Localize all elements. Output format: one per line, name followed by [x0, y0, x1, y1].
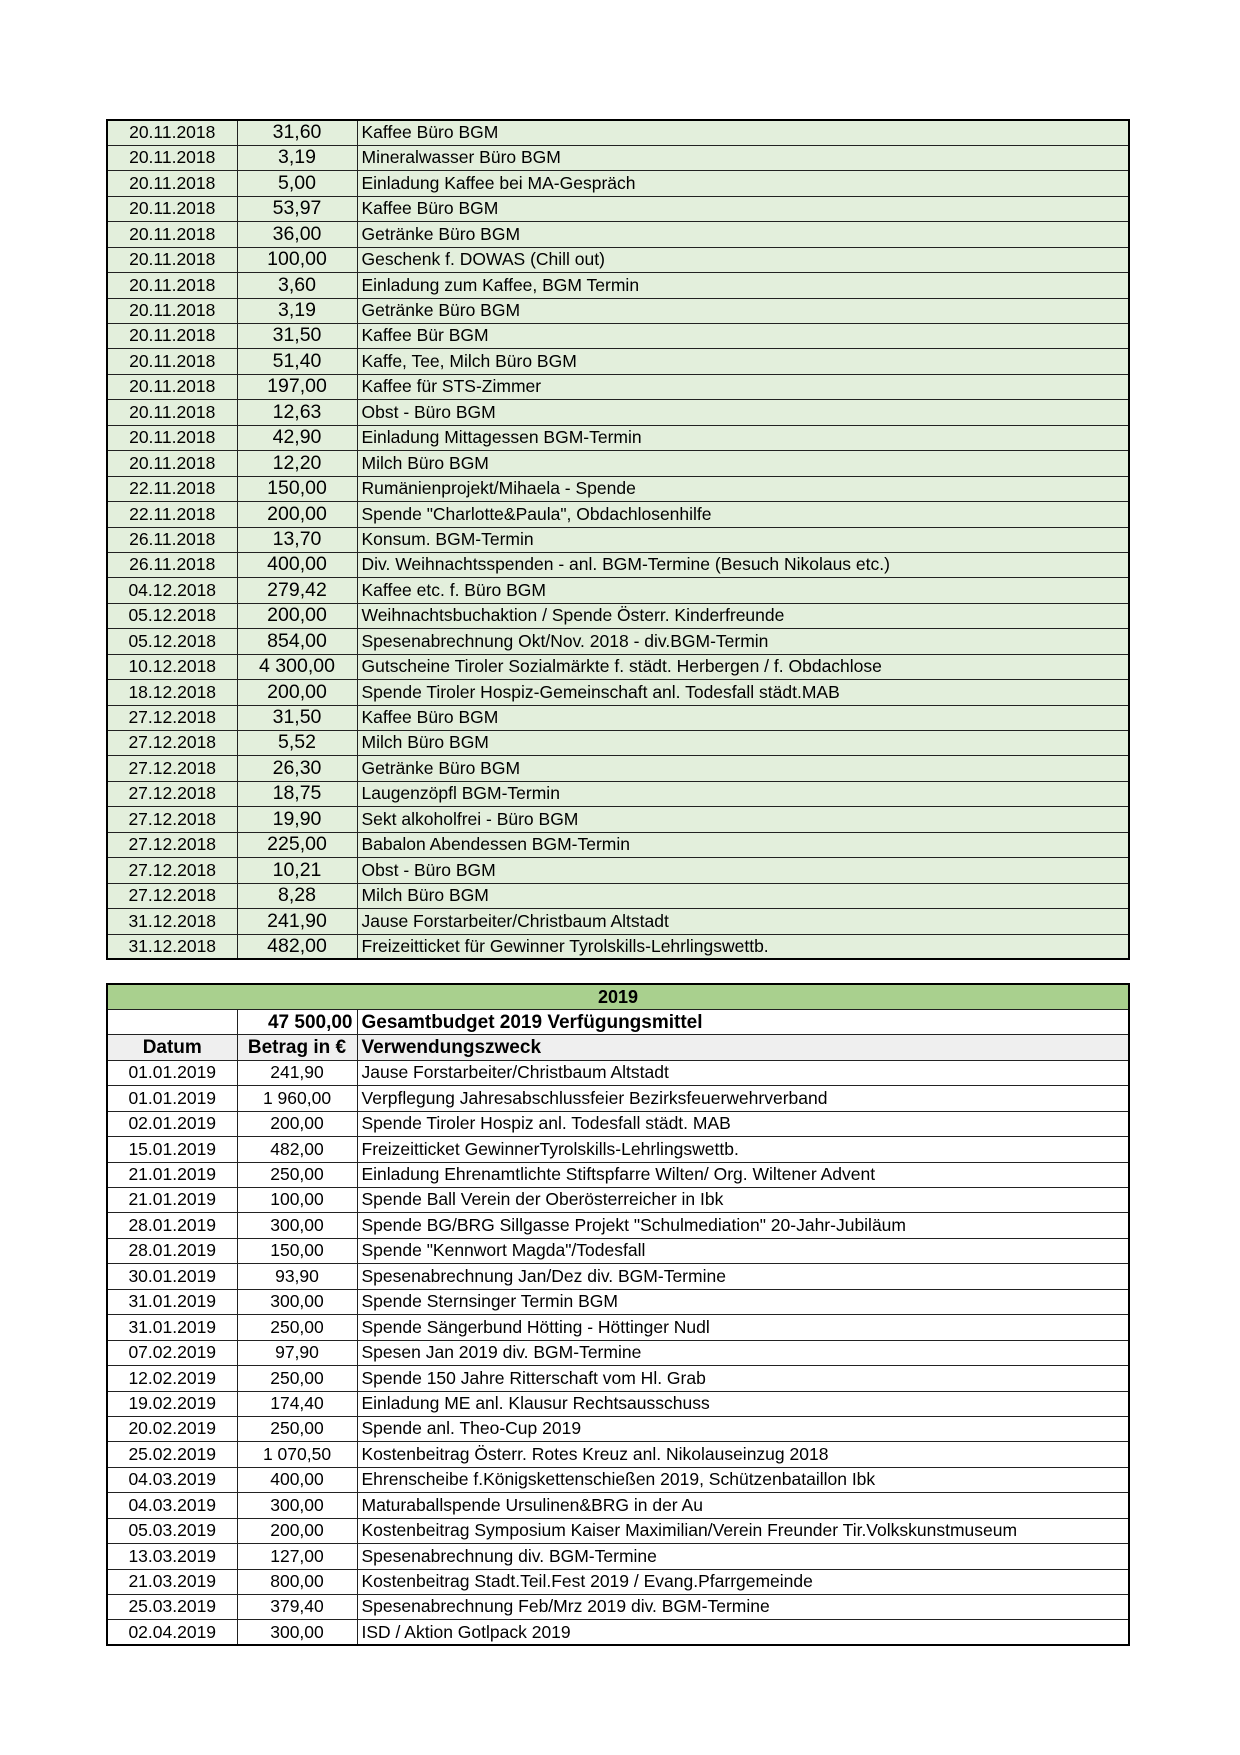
amount-cell: 482,00 — [237, 1137, 357, 1162]
amount-cell: 250,00 — [237, 1366, 357, 1391]
table-row — [107, 680, 1129, 705]
date-cell: 20.11.2018 — [107, 171, 237, 196]
purpose-cell: Ehrenscheibe f.Königskettenschießen 2019, Schützenbataillon Ibk — [357, 1467, 1129, 1492]
amount-cell: 31,50 — [237, 324, 357, 349]
purpose-cell: Spesen Jan 2019 div. BGM-Termine — [357, 1340, 1129, 1365]
table-row — [107, 502, 1129, 527]
purpose-cell: Kostenbeitrag Stadt.Teil.Fest 2019 / Evang.Pfarrgemeinde — [357, 1569, 1129, 1594]
table-row — [107, 603, 1129, 628]
table-row — [107, 451, 1129, 476]
date-cell: 15.01.2019 — [107, 1137, 237, 1162]
budget-label: Gesamtbudget 2019 Verfügungsmittel — [357, 1009, 1129, 1034]
table-row — [107, 1595, 1129, 1620]
table-row — [107, 578, 1129, 603]
amount-cell: 4 300,00 — [237, 654, 357, 679]
amount-cell: 241,90 — [237, 909, 357, 934]
amount-cell: 93,90 — [237, 1264, 357, 1289]
date-cell: 20.11.2018 — [107, 349, 237, 374]
amount-cell: 482,00 — [237, 934, 357, 959]
purpose-cell: Freizeitticket für Gewinner Tyrolskills-Lehrlingswettb. — [357, 934, 1129, 959]
table-row — [107, 349, 1129, 374]
expenses-2019-body — [107, 984, 1129, 1645]
amount-cell: 200,00 — [237, 680, 357, 705]
table-row — [107, 1060, 1129, 1085]
amount-cell: 100,00 — [237, 1188, 357, 1213]
table-row — [107, 1518, 1129, 1543]
table-row — [107, 324, 1129, 349]
date-cell: 05.12.2018 — [107, 629, 237, 654]
amount-cell: 19,90 — [237, 807, 357, 832]
amount-cell: 1 070,50 — [237, 1442, 357, 1467]
amount-cell: 31,60 — [237, 120, 357, 145]
amount-cell: 5,00 — [237, 171, 357, 196]
table-row — [107, 1188, 1129, 1213]
date-cell: 01.01.2019 — [107, 1060, 237, 1085]
purpose-cell: Spende Sternsinger Termin BGM — [357, 1289, 1129, 1314]
purpose-cell: Obst - Büro BGM — [357, 858, 1129, 883]
table-row — [107, 1620, 1129, 1645]
amount-cell: 5,52 — [237, 731, 357, 756]
date-cell: 20.11.2018 — [107, 451, 237, 476]
table-row — [107, 909, 1129, 934]
table-row — [107, 425, 1129, 450]
date-cell: 21.01.2019 — [107, 1162, 237, 1187]
table-row — [107, 1467, 1129, 1492]
amount-cell: 400,00 — [237, 1467, 357, 1492]
expenses-2018-body — [107, 120, 1129, 959]
table-row — [107, 705, 1129, 730]
date-cell: 20.11.2018 — [107, 247, 237, 272]
amount-cell: 400,00 — [237, 552, 357, 577]
purpose-cell: Gutscheine Tiroler Sozialmärkte f. städt. Herbergen / f. Obdachlose — [357, 654, 1129, 679]
date-cell: 20.11.2018 — [107, 120, 237, 145]
date-cell: 20.11.2018 — [107, 222, 237, 247]
table-row — [107, 196, 1129, 221]
amount-cell: 10,21 — [237, 858, 357, 883]
purpose-cell: Kaffee Büro BGM — [357, 705, 1129, 730]
purpose-cell: Getränke Büro BGM — [357, 298, 1129, 323]
amount-cell: 100,00 — [237, 247, 357, 272]
purpose-cell: ISD / Aktion Gotlpack 2019 — [357, 1620, 1129, 1645]
date-cell: 28.01.2019 — [107, 1213, 237, 1238]
amount-cell: 300,00 — [237, 1213, 357, 1238]
amount-cell: 200,00 — [237, 1111, 357, 1136]
date-cell: 20.11.2018 — [107, 196, 237, 221]
date-cell: 19.02.2019 — [107, 1391, 237, 1416]
date-cell: 22.11.2018 — [107, 502, 237, 527]
date-cell: 20.11.2018 — [107, 145, 237, 170]
amount-cell: 300,00 — [237, 1289, 357, 1314]
amount-cell: 250,00 — [237, 1416, 357, 1441]
date-cell: 27.12.2018 — [107, 705, 237, 730]
table-row — [107, 171, 1129, 196]
purpose-cell: Milch Büro BGM — [357, 883, 1129, 908]
table-row — [107, 1544, 1129, 1569]
amount-cell: 26,30 — [237, 756, 357, 781]
amount-cell: 8,28 — [237, 883, 357, 908]
purpose-cell: Spende Ball Verein der Oberösterreicher in Ibk — [357, 1188, 1129, 1213]
budget-row — [107, 1009, 1129, 1034]
date-cell: 04.03.2019 — [107, 1493, 237, 1518]
purpose-cell: Spesenabrechnung Jan/Dez div. BGM-Termine — [357, 1264, 1129, 1289]
date-cell: 27.12.2018 — [107, 807, 237, 832]
purpose-cell: Konsum. BGM-Termin — [357, 527, 1129, 552]
table-row — [107, 629, 1129, 654]
purpose-cell: Maturaballspende Ursulinen&BRG in der Au — [357, 1493, 1129, 1518]
table-row — [107, 1366, 1129, 1391]
date-cell: 27.12.2018 — [107, 731, 237, 756]
amount-cell: 379,40 — [237, 1595, 357, 1620]
amount-cell: 200,00 — [237, 1518, 357, 1543]
table-row — [107, 552, 1129, 577]
date-cell: 31.12.2018 — [107, 909, 237, 934]
purpose-cell: Spende "Charlotte&Paula", Obdachlosenhilfe — [357, 502, 1129, 527]
purpose-cell: Spende BG/BRG Sillgasse Projekt "Schulmediation" 20-Jahr-Jubiläum — [357, 1213, 1129, 1238]
date-cell: 27.12.2018 — [107, 883, 237, 908]
amount-cell: 150,00 — [237, 476, 357, 501]
purpose-cell: Spende 150 Jahre Ritterschaft vom Hl. Grab — [357, 1366, 1129, 1391]
purpose-cell: Spende Sängerbund Hötting - Höttinger Nudl — [357, 1315, 1129, 1340]
purpose-cell: Kaffee für STS-Zimmer — [357, 374, 1129, 399]
amount-cell: 13,70 — [237, 527, 357, 552]
amount-cell: 51,40 — [237, 349, 357, 374]
expenses-table-2019 — [106, 983, 1130, 1646]
amount-cell: 3,19 — [237, 298, 357, 323]
year-header-row — [107, 984, 1129, 1009]
date-cell: 30.01.2019 — [107, 1264, 237, 1289]
table-row — [107, 1111, 1129, 1136]
amount-cell: 127,00 — [237, 1544, 357, 1569]
date-cell: 04.12.2018 — [107, 578, 237, 603]
amount-cell: 279,42 — [237, 578, 357, 603]
table-row — [107, 1340, 1129, 1365]
date-cell: 31.01.2019 — [107, 1315, 237, 1340]
table-row — [107, 374, 1129, 399]
purpose-cell: Spesenabrechnung div. BGM-Termine — [357, 1544, 1129, 1569]
purpose-cell: Spende Tiroler Hospiz-Gemeinschaft anl. Todesfall städt.MAB — [357, 680, 1129, 705]
purpose-cell: Babalon Abendessen BGM-Termin — [357, 832, 1129, 857]
date-cell: 05.12.2018 — [107, 603, 237, 628]
amount-cell: 225,00 — [237, 832, 357, 857]
date-cell: 10.12.2018 — [107, 654, 237, 679]
date-cell: 27.12.2018 — [107, 756, 237, 781]
purpose-cell: Kaffee Bür BGM — [357, 324, 1129, 349]
budget-amount: 47 500,00 — [237, 1009, 357, 1034]
purpose-cell: Geschenk f. DOWAS (Chill out) — [357, 247, 1129, 272]
table-row — [107, 1289, 1129, 1314]
table-row — [107, 1213, 1129, 1238]
purpose-cell: Milch Büro BGM — [357, 731, 1129, 756]
budget-empty-cell — [107, 1009, 237, 1034]
table-row — [107, 807, 1129, 832]
purpose-cell: Spesenabrechnung Feb/Mrz 2019 div. BGM-Termine — [357, 1595, 1129, 1620]
table-row — [107, 273, 1129, 298]
table-row — [107, 1391, 1129, 1416]
table-row — [107, 1442, 1129, 1467]
purpose-cell: Weihnachtsbuchaktion / Spende Österr. Kinderfreunde — [357, 603, 1129, 628]
purpose-cell: Kostenbeitrag Österr. Rotes Kreuz anl. Nikolauseinzug 2018 — [357, 1442, 1129, 1467]
purpose-cell: Obst - Büro BGM — [357, 400, 1129, 425]
table-row — [107, 654, 1129, 679]
amount-cell: 300,00 — [237, 1493, 357, 1518]
amount-cell: 42,90 — [237, 425, 357, 450]
table-row — [107, 934, 1129, 959]
table-row — [107, 1264, 1129, 1289]
date-cell: 25.02.2019 — [107, 1442, 237, 1467]
purpose-cell: Sekt alkoholfrei - Büro BGM — [357, 807, 1129, 832]
amount-cell: 250,00 — [237, 1162, 357, 1187]
amount-cell: 854,00 — [237, 629, 357, 654]
purpose-cell: Freizeitticket GewinnerTyrolskills-Lehrlingswettb. — [357, 1137, 1129, 1162]
table-row — [107, 1416, 1129, 1441]
table-row — [107, 120, 1129, 145]
table-row — [107, 1137, 1129, 1162]
amount-cell: 31,50 — [237, 705, 357, 730]
date-cell: 02.01.2019 — [107, 1111, 237, 1136]
date-cell: 31.01.2019 — [107, 1289, 237, 1314]
table-row — [107, 731, 1129, 756]
table-row — [107, 1315, 1129, 1340]
date-cell: 22.11.2018 — [107, 476, 237, 501]
date-cell: 20.11.2018 — [107, 374, 237, 399]
purpose-cell: Getränke Büro BGM — [357, 222, 1129, 247]
amount-cell: 174,40 — [237, 1391, 357, 1416]
date-cell: 28.01.2019 — [107, 1238, 237, 1263]
date-cell: 20.02.2019 — [107, 1416, 237, 1441]
date-cell: 27.12.2018 — [107, 858, 237, 883]
table-row — [107, 145, 1129, 170]
purpose-cell: Einladung zum Kaffee, BGM Termin — [357, 273, 1129, 298]
purpose-cell: Spende Tiroler Hospiz anl. Todesfall städt. MAB — [357, 1111, 1129, 1136]
header-amount: Betrag in € — [237, 1035, 357, 1060]
purpose-cell: Jause Forstarbeiter/Christbaum Altstadt — [357, 909, 1129, 934]
date-cell: 31.12.2018 — [107, 934, 237, 959]
date-cell: 07.02.2019 — [107, 1340, 237, 1365]
purpose-cell: Spesenabrechnung Okt/Nov. 2018 - div.BGM-Termin — [357, 629, 1129, 654]
column-header-row — [107, 1035, 1129, 1060]
table-row — [107, 222, 1129, 247]
purpose-cell: Kaffee Büro BGM — [357, 196, 1129, 221]
table-row — [107, 883, 1129, 908]
purpose-cell: Kostenbeitrag Symposium Kaiser Maximilian/Verein Freunder Tir.Volkskunstmuseum — [357, 1518, 1129, 1543]
date-cell: 21.01.2019 — [107, 1188, 237, 1213]
header-date: Datum — [107, 1035, 237, 1060]
date-cell: 02.04.2019 — [107, 1620, 237, 1645]
amount-cell: 18,75 — [237, 781, 357, 806]
amount-cell: 200,00 — [237, 603, 357, 628]
date-cell: 18.12.2018 — [107, 680, 237, 705]
date-cell: 05.03.2019 — [107, 1518, 237, 1543]
table-row — [107, 1086, 1129, 1111]
table-row — [107, 527, 1129, 552]
expenses-table-2018 — [106, 119, 1130, 960]
amount-cell: 97,90 — [237, 1340, 357, 1365]
amount-cell: 200,00 — [237, 502, 357, 527]
purpose-cell: Kaffee etc. f. Büro BGM — [357, 578, 1129, 603]
purpose-cell: Div. Weihnachtsspenden - anl. BGM-Termine (Besuch Nikolaus etc.) — [357, 552, 1129, 577]
purpose-cell: Kaffe, Tee, Milch Büro BGM — [357, 349, 1129, 374]
amount-cell: 3,19 — [237, 145, 357, 170]
table-row — [107, 298, 1129, 323]
date-cell: 13.03.2019 — [107, 1544, 237, 1569]
date-cell: 20.11.2018 — [107, 425, 237, 450]
purpose-cell: Rumänienprojekt/Mihaela - Spende — [357, 476, 1129, 501]
amount-cell: 150,00 — [237, 1238, 357, 1263]
purpose-cell: Mineralwasser Büro BGM — [357, 145, 1129, 170]
table-row — [107, 1493, 1129, 1518]
table-row — [107, 832, 1129, 857]
date-cell: 27.12.2018 — [107, 781, 237, 806]
purpose-cell: Jause Forstarbeiter/Christbaum Altstadt — [357, 1060, 1129, 1085]
amount-cell: 800,00 — [237, 1569, 357, 1594]
amount-cell: 3,60 — [237, 273, 357, 298]
date-cell: 27.12.2018 — [107, 832, 237, 857]
amount-cell: 300,00 — [237, 1620, 357, 1645]
purpose-cell: Einladung Kaffee bei MA-Gespräch — [357, 171, 1129, 196]
purpose-cell: Einladung Mittagessen BGM-Termin — [357, 425, 1129, 450]
table-row — [107, 781, 1129, 806]
date-cell: 20.11.2018 — [107, 298, 237, 323]
amount-cell: 12,20 — [237, 451, 357, 476]
date-cell: 21.03.2019 — [107, 1569, 237, 1594]
purpose-cell: Spende anl. Theo-Cup 2019 — [357, 1416, 1129, 1441]
purpose-cell: Spende "Kennwort Magda"/Todesfall — [357, 1238, 1129, 1263]
table-row — [107, 400, 1129, 425]
purpose-cell: Einladung ME anl. Klausur Rechtsausschuss — [357, 1391, 1129, 1416]
amount-cell: 197,00 — [237, 374, 357, 399]
amount-cell: 36,00 — [237, 222, 357, 247]
header-purpose: Verwendungszweck — [357, 1035, 1129, 1060]
table-row — [107, 1238, 1129, 1263]
purpose-cell: Milch Büro BGM — [357, 451, 1129, 476]
date-cell: 25.03.2019 — [107, 1595, 237, 1620]
date-cell: 26.11.2018 — [107, 552, 237, 577]
amount-cell: 12,63 — [237, 400, 357, 425]
year-title: 2019 — [107, 984, 1129, 1009]
table-row — [107, 1569, 1129, 1594]
date-cell: 01.01.2019 — [107, 1086, 237, 1111]
date-cell: 20.11.2018 — [107, 324, 237, 349]
purpose-cell: Kaffee Büro BGM — [357, 120, 1129, 145]
table-row — [107, 1162, 1129, 1187]
date-cell: 20.11.2018 — [107, 400, 237, 425]
date-cell: 20.11.2018 — [107, 273, 237, 298]
amount-cell: 241,90 — [237, 1060, 357, 1085]
amount-cell: 250,00 — [237, 1315, 357, 1340]
table-row — [107, 756, 1129, 781]
purpose-cell: Getränke Büro BGM — [357, 756, 1129, 781]
table-row — [107, 476, 1129, 501]
table-row — [107, 858, 1129, 883]
date-cell: 12.02.2019 — [107, 1366, 237, 1391]
date-cell: 26.11.2018 — [107, 527, 237, 552]
amount-cell: 53,97 — [237, 196, 357, 221]
purpose-cell: Verpflegung Jahresabschlussfeier Bezirksfeuerwehrverband — [357, 1086, 1129, 1111]
amount-cell: 1 960,00 — [237, 1086, 357, 1111]
purpose-cell: Einladung Ehrenamtlichte Stiftspfarre Wilten/ Org. Wiltener Advent — [357, 1162, 1129, 1187]
date-cell: 04.03.2019 — [107, 1467, 237, 1492]
table-row — [107, 247, 1129, 272]
purpose-cell: Laugenzöpfl BGM-Termin — [357, 781, 1129, 806]
